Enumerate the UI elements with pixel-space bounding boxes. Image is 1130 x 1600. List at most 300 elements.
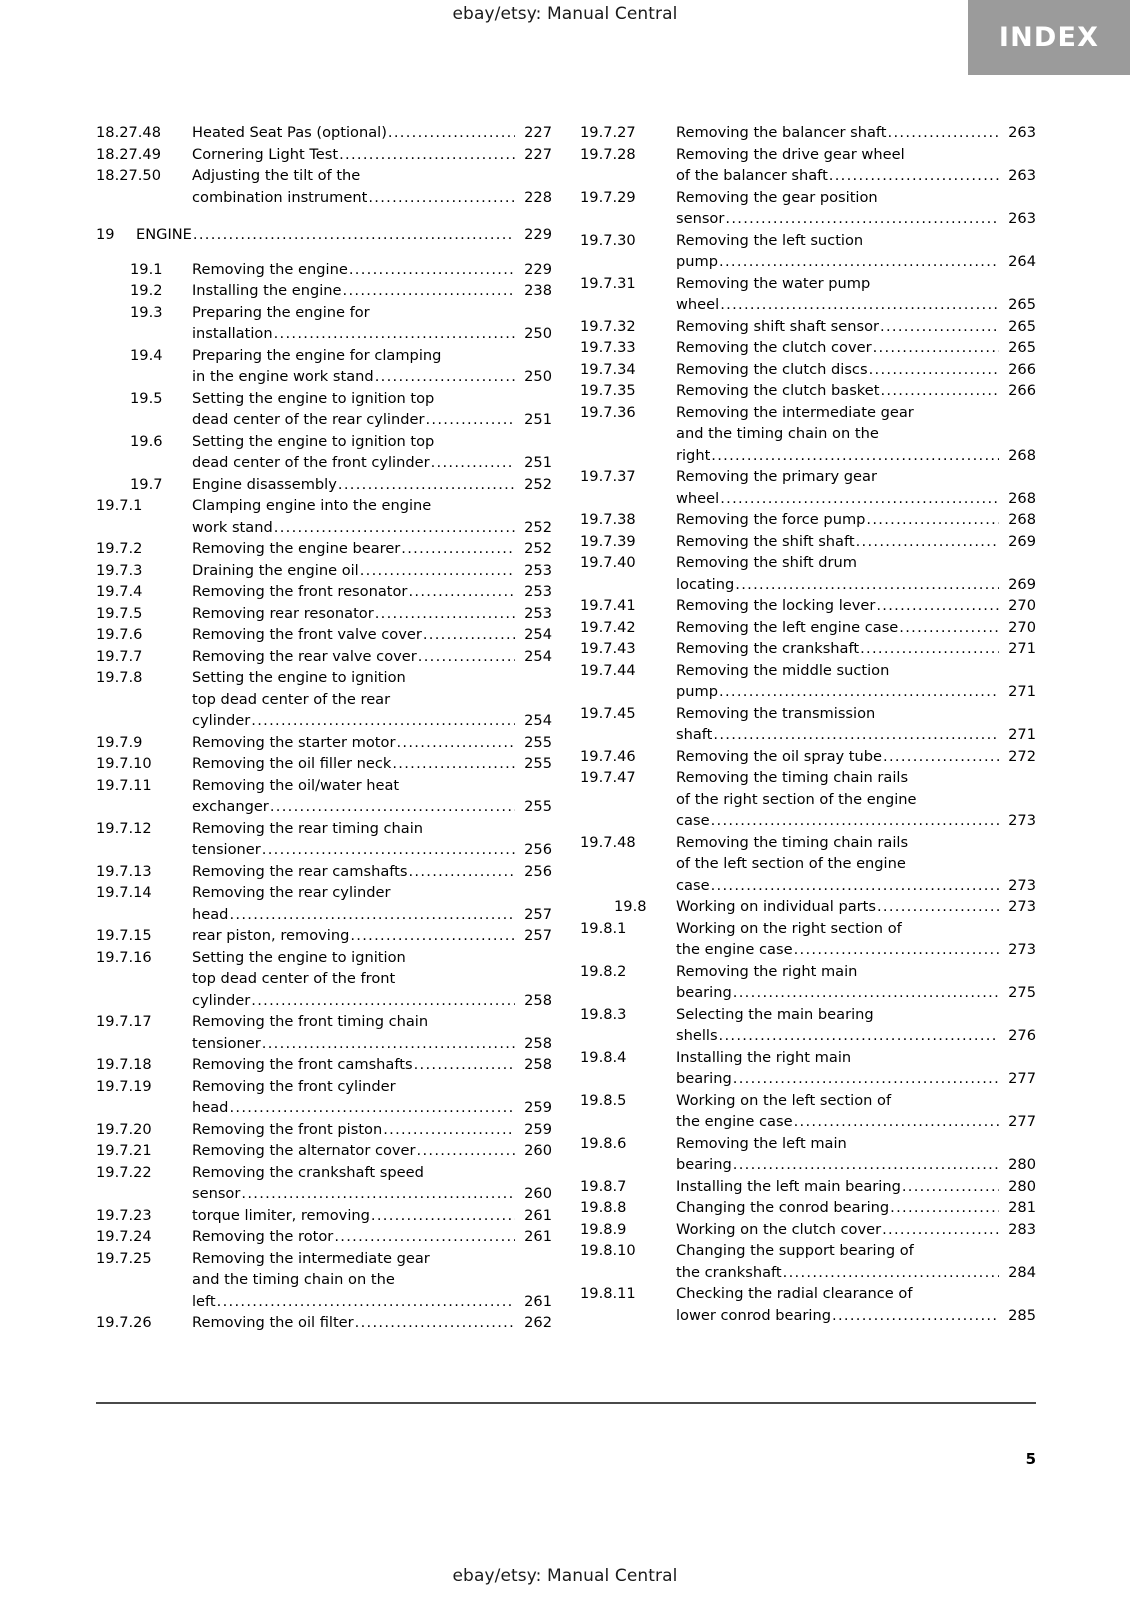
toc-entry-number: 18.27.48 (96, 124, 161, 141)
toc-entry-line (192, 1183, 552, 1205)
toc-entry-line (192, 689, 552, 711)
toc-entry-line (676, 531, 1036, 553)
toc-entry-page: 268 (1008, 511, 1036, 528)
toc-column-right (580, 122, 1036, 1334)
toc-entry-number: 19.7.23 (96, 1206, 152, 1224)
toc-entry-title-block (192, 925, 552, 947)
toc-entry-title-block (192, 495, 552, 538)
toc-entry-number: 19.7.33 (580, 339, 636, 356)
toc-entry[interactable] (96, 925, 552, 947)
toc-entry-title-block (136, 224, 552, 246)
toc-entry-page: 262 (524, 1314, 552, 1331)
toc-entry[interactable] (580, 703, 1036, 746)
toc-entry-title-block (676, 1240, 1036, 1283)
toc-entry-number: 19.7.13 (96, 862, 152, 880)
toc-entry-line (676, 595, 1036, 617)
toc-entry-text: work stand (192, 518, 273, 536)
toc-entry-title-block (192, 603, 552, 625)
toc-entry-page: 259 (524, 1099, 552, 1116)
toc-entry-text: Removing the locking lever (676, 597, 876, 614)
toc-entry-text: Removing the right main (676, 962, 858, 980)
toc-entry-text: shells (676, 1027, 718, 1044)
toc-entry-line (192, 1054, 552, 1076)
toc-entry-text: Removing the rear camshafts (192, 862, 408, 880)
toc-entry-text: Installing the engine (192, 282, 342, 299)
toc-entry-number: 19.7.1 (96, 497, 143, 514)
toc-entry-text: installation (192, 325, 273, 342)
toc-entry[interactable] (580, 1004, 1036, 1047)
toc-leader-dots (251, 710, 515, 732)
toc-entry-line (676, 187, 1036, 209)
toc-entry-page: 280 (1008, 1156, 1036, 1173)
toc-entry[interactable] (580, 660, 1036, 703)
toc-leader-dots (262, 1033, 515, 1055)
toc-entry[interactable] (96, 560, 552, 582)
toc-entry-text: Heated Seat Pas (optional) (192, 124, 387, 141)
toc-entry-title-block (676, 273, 1036, 316)
toc-entry-text: Removing the front piston (192, 1120, 383, 1138)
toc-entry-line (676, 789, 1036, 811)
toc-entry[interactable] (580, 832, 1036, 897)
toc-entry-text: Removing the clutch basket (676, 382, 880, 399)
toc-entry-title-block (676, 595, 1036, 617)
toc-leader-dots (229, 1097, 515, 1119)
toc-entry-page: 258 (524, 991, 552, 1009)
toc-entry-page: 261 (524, 1206, 552, 1224)
toc-entry-title-block (676, 1133, 1036, 1176)
toc-entry-page: 275 (1008, 984, 1036, 1001)
toc-entry-page: 256 (524, 841, 552, 858)
toc-entry-page: 261 (524, 1292, 552, 1310)
toc-entry-number: 19.7.5 (96, 604, 143, 622)
toc-entry[interactable] (580, 1176, 1036, 1198)
toc-entry-page: 265 (1008, 339, 1036, 356)
toc-leader-dots (832, 1305, 999, 1327)
toc-entry-title-block (192, 753, 552, 775)
toc-entry-text: Adjusting the tilt of the (192, 167, 361, 184)
toc-entry[interactable] (96, 495, 552, 538)
toc-entry[interactable] (580, 337, 1036, 359)
toc-entry[interactable] (580, 187, 1036, 230)
toc-entry-title-block (676, 1176, 1036, 1198)
toc-entry-text: Removing the transmission (676, 704, 876, 722)
toc-entry-title-block (676, 746, 1036, 768)
toc-entry-number: 19.7.6 (96, 626, 143, 643)
toc-entry-line (192, 775, 552, 797)
toc-leader-dots (902, 1176, 999, 1198)
toc-entry-number: 19.7.43 (580, 640, 636, 657)
toc-entry-number: 19.7.31 (580, 274, 636, 292)
toc-leader-dots (720, 488, 999, 510)
toc-entry-number: 19.7.45 (580, 704, 636, 722)
toc-leader-dots (339, 144, 515, 166)
toc-leader-dots (880, 316, 999, 338)
toc-entry-line (192, 753, 552, 775)
toc-entry-title-block (192, 732, 552, 754)
toc-entry-line (192, 1119, 552, 1141)
toc-leader-dots (711, 810, 999, 832)
toc-entry-line (676, 875, 1036, 897)
toc-entry-text: sensor (192, 1185, 241, 1202)
toc-entry-title-block (192, 1248, 552, 1313)
toc-entry-line (192, 603, 552, 625)
toc-entry-line (676, 316, 1036, 338)
toc-entry-number: 19.7.34 (580, 360, 636, 378)
toc-entry-text: tensioner (192, 1034, 261, 1052)
toc-leader-dots (431, 452, 515, 474)
toc-entry[interactable] (96, 882, 552, 925)
footer-rule (96, 1402, 1036, 1404)
toc-leader-dots (423, 624, 515, 646)
toc-entry-title-block (192, 1011, 552, 1054)
toc-entry-page: 257 (524, 927, 552, 944)
toc-entry[interactable] (580, 1090, 1036, 1133)
toc-entry[interactable] (580, 1197, 1036, 1219)
toc-entry-text: Removing shift shaft sensor (676, 317, 880, 335)
toc-entry-number: 19.7.8 (96, 669, 143, 686)
toc-entry[interactable] (96, 646, 552, 668)
toc-leader-dots (241, 1183, 515, 1205)
toc-entry[interactable] (580, 359, 1036, 381)
toc-entry[interactable] (96, 280, 552, 302)
toc-leader-dots (733, 1154, 999, 1176)
toc-entry-line (192, 968, 552, 990)
toc-entry-number: 19.6 (130, 432, 163, 450)
toc-entry-text: case (676, 812, 710, 829)
toc-leader-dots (408, 581, 515, 603)
toc-entry-page: 250 (524, 325, 552, 342)
toc-entry-text: pump (676, 683, 718, 700)
toc-entry[interactable] (96, 224, 552, 246)
toc-entry-line (192, 947, 552, 969)
toc-entry[interactable] (96, 474, 552, 496)
toc-leader-dots (880, 380, 999, 402)
toc-entry-text: dead center of the rear cylinder (192, 411, 425, 428)
toc-entry[interactable] (96, 122, 552, 144)
toc-entry-page: 227 (524, 124, 552, 141)
toc-entry-line (192, 882, 552, 904)
toc-entry[interactable] (96, 1140, 552, 1162)
toc-entry[interactable] (96, 1205, 552, 1227)
toc-entry-page: 283 (1008, 1220, 1036, 1238)
toc-entry-line (192, 861, 552, 883)
toc-entry[interactable] (96, 753, 552, 775)
toc-entry-text: Preparing the engine for clamping (192, 346, 442, 364)
toc-entry-line (192, 409, 552, 431)
toc-entry[interactable] (96, 667, 552, 732)
toc-leader-dots (735, 574, 999, 596)
toc-entry-text: Removing the rear cylinder (192, 884, 391, 901)
toc-entry-title-block (192, 1162, 552, 1205)
toc-entry-number: 19.7.37 (580, 468, 636, 485)
toc-entry-line (192, 517, 552, 539)
toc-entry[interactable] (96, 165, 552, 208)
toc-entry-page: 258 (524, 1034, 552, 1052)
toc-leader-dots (882, 1219, 999, 1241)
toc-entry[interactable] (580, 1283, 1036, 1326)
toc-entry[interactable] (580, 1047, 1036, 1090)
toc-entry-title-block (676, 832, 1036, 897)
toc-entry[interactable] (96, 1076, 552, 1119)
toc-entry-title-block (676, 703, 1036, 746)
toc-entry-page: 265 (1008, 317, 1036, 335)
toc-leader-dots (375, 366, 515, 388)
toc-entry-text: in the engine work stand (192, 368, 374, 385)
toc-entry-text: Removing the crankshaft (676, 640, 860, 657)
toc-entry[interactable] (580, 767, 1036, 832)
toc-entry-line (192, 732, 552, 754)
toc-entry-text: Removing the front timing chain (192, 1013, 429, 1030)
toc-entry-page: 253 (524, 604, 552, 622)
toc-entry-title-block (676, 337, 1036, 359)
toc-entry-text: Preparing the engine for (192, 303, 370, 321)
toc-entry[interactable] (580, 1240, 1036, 1283)
toc-entry-text: Removing the left suction (676, 231, 864, 249)
toc-entry[interactable] (580, 617, 1036, 639)
toc-entry-line (192, 1269, 552, 1291)
toc-entry-line (676, 402, 1036, 424)
toc-entry[interactable] (580, 918, 1036, 961)
toc-entry[interactable] (96, 144, 552, 166)
toc-entry-page: 273 (1008, 898, 1036, 915)
toc-entry[interactable] (96, 345, 552, 388)
toc-entry-title-block (192, 624, 552, 646)
toc-entry-number: 19.7.15 (96, 927, 152, 944)
toc-entry-page: 266 (1008, 382, 1036, 399)
toc-leader-dots (890, 1197, 999, 1219)
toc-entry-page: 268 (1008, 489, 1036, 507)
toc-entry-text: case (676, 876, 710, 894)
toc-entry-page: 229 (524, 226, 552, 243)
toc-entry[interactable] (580, 316, 1036, 338)
toc-leader-dots (866, 509, 999, 531)
toc-entry-page: 253 (524, 583, 552, 600)
toc-entry[interactable] (580, 380, 1036, 402)
toc-entry-number: 19.7.28 (580, 145, 636, 163)
toc-entry[interactable] (96, 1119, 552, 1141)
toc-entry-line (676, 488, 1036, 510)
toc-entry[interactable] (580, 122, 1036, 144)
toc-entry-number: 19.1 (130, 260, 163, 278)
toc-entry-line (676, 359, 1036, 381)
toc-leader-dots (392, 753, 515, 775)
toc-entry-number: 19.7.3 (96, 561, 143, 579)
toc-entry-line (676, 810, 1036, 832)
index-tab (968, 0, 1130, 75)
toc-entry[interactable] (96, 818, 552, 861)
toc-entry-page: 271 (1008, 726, 1036, 743)
toc-entry[interactable] (96, 538, 552, 560)
toc-entry-line (192, 646, 552, 668)
toc-entry-number: 19.7.17 (96, 1013, 152, 1030)
toc-leader-dots (334, 1226, 515, 1248)
toc-entry[interactable] (96, 1248, 552, 1313)
toc-entry-line (676, 144, 1036, 166)
toc-entry-title-block (676, 509, 1036, 531)
toc-entry[interactable] (96, 1011, 552, 1054)
toc-entry-number: 19.7.12 (96, 819, 152, 837)
toc-entry[interactable] (580, 531, 1036, 553)
toc-entry-title-block (192, 646, 552, 668)
toc-entry[interactable] (580, 144, 1036, 187)
toc-leader-dots (783, 1262, 999, 1284)
toc-entry[interactable] (96, 947, 552, 1012)
toc-entry[interactable] (96, 259, 552, 281)
toc-entry-line (192, 904, 552, 926)
toc-entry-line (676, 853, 1036, 875)
toc-entry-title-block (676, 767, 1036, 832)
toc-entry-number: 19.7.11 (96, 776, 152, 794)
toc-entry-title-block (192, 818, 552, 861)
toc-leader-dots (425, 409, 515, 431)
toc-entry-title-block (676, 1283, 1036, 1326)
toc-entry[interactable] (580, 552, 1036, 595)
toc-entry-line (192, 925, 552, 947)
toc-entry-text: wheel (676, 296, 720, 313)
toc-entry[interactable] (96, 388, 552, 431)
toc-entry-line (192, 165, 552, 187)
toc-leader-dots (414, 1054, 515, 1076)
toc-entry[interactable] (96, 1312, 552, 1334)
toc-leader-dots (350, 925, 515, 947)
toc-entry[interactable] (96, 775, 552, 818)
toc-entry-line (676, 767, 1036, 789)
toc-entry-text: Installing the left main bearing (676, 1177, 901, 1195)
toc-entry-number: 19.8.5 (580, 1091, 627, 1109)
toc-entry-number: 19.7.18 (96, 1056, 152, 1073)
toc-entry-text: Removing the force pump (676, 511, 866, 528)
toc-entry-text: Selecting the main bearing (676, 1005, 874, 1023)
toc-entry-title-block (192, 1205, 552, 1227)
toc-entry-title-block (192, 1076, 552, 1119)
toc-entry-number: 19 (96, 226, 115, 243)
toc-entry-page: 268 (1008, 446, 1036, 464)
toc-entry-text: Removing the shift drum (676, 554, 857, 571)
toc-leader-dots (371, 1205, 515, 1227)
toc-entry-text: top dead center of the rear (192, 690, 391, 708)
toc-entry-text: Removing the water pump (676, 274, 871, 292)
toc-entry-text: Removing the front resonator (192, 583, 408, 600)
toc-entry[interactable] (580, 230, 1036, 273)
toc-entry-line (192, 280, 552, 302)
toc-entry-number: 19.7.42 (580, 618, 636, 636)
toc-leader-dots (711, 445, 999, 467)
toc-leader-dots (355, 1312, 515, 1334)
toc-entry-line (192, 366, 552, 388)
toc-entry-line (676, 552, 1036, 574)
toc-entry[interactable] (96, 431, 552, 474)
toc-entry-page: 260 (524, 1185, 552, 1202)
toc-entry-line (676, 832, 1036, 854)
toc-entry-text: Removing the intermediate gear (676, 403, 914, 421)
toc-entry[interactable] (96, 1162, 552, 1205)
toc-entry[interactable] (580, 402, 1036, 467)
toc-entry-number: 19.7.4 (96, 583, 143, 600)
toc-entry[interactable] (580, 746, 1036, 768)
toc-entry[interactable] (580, 638, 1036, 660)
toc-entry-line (676, 273, 1036, 295)
toc-entry[interactable] (96, 624, 552, 646)
toc-entry-page: 264 (1008, 253, 1036, 270)
toc-entry-number: 19.8.4 (580, 1048, 627, 1066)
toc-entry[interactable] (96, 603, 552, 625)
toc-entry-title-block (192, 280, 552, 302)
toc-entry-line (676, 746, 1036, 768)
toc-entry[interactable] (580, 1219, 1036, 1241)
toc-entry-line (676, 982, 1036, 1004)
toc-entry-title-block (676, 1047, 1036, 1090)
toc-entry-text: lower conrod bearing (676, 1306, 832, 1324)
toc-entry[interactable] (580, 509, 1036, 531)
toc-entry-page: 272 (1008, 747, 1036, 765)
toc-entry[interactable] (96, 1226, 552, 1248)
toc-entry-text: of the right section of the engine (676, 790, 917, 808)
toc-entry-number: 19.7.29 (580, 188, 636, 206)
toc-entry[interactable] (580, 466, 1036, 509)
toc-entry-page: 273 (1008, 812, 1036, 829)
toc-leader-dots (733, 1068, 999, 1090)
toc-entry-text: ENGINE (136, 226, 192, 243)
toc-entry-title-block (676, 896, 1036, 918)
toc-entry-page: 273 (1008, 941, 1036, 958)
toc-entry-text: Cornering Light Test (192, 145, 339, 163)
toc-entry-text: Setting the engine to ignition (192, 669, 406, 686)
toc-entry[interactable] (580, 1133, 1036, 1176)
toc-entry-line (192, 1076, 552, 1098)
toc-entry-line (676, 939, 1036, 961)
toc-entry-text: Removing the engine (192, 260, 348, 278)
toc-leader-dots (262, 839, 515, 861)
toc-leader-dots (876, 595, 999, 617)
toc-entry[interactable] (96, 581, 552, 603)
toc-entry-line (192, 1162, 552, 1184)
toc-entry-line (192, 452, 552, 474)
toc-entry-line (192, 1011, 552, 1033)
toc-entry-line (192, 624, 552, 646)
toc-entry-page: 273 (1008, 876, 1036, 894)
toc-entry[interactable] (580, 896, 1036, 918)
toc-entry[interactable] (580, 961, 1036, 1004)
toc-entry-number: 19.7.38 (580, 511, 636, 528)
toc-entry-line (676, 423, 1036, 445)
toc-entry-text: Changing the support bearing of (676, 1242, 914, 1259)
toc-entry-title-block (676, 144, 1036, 187)
toc-entry-number: 19.5 (130, 389, 163, 407)
toc-entry-text: Removing the left main (676, 1134, 847, 1152)
toc-entry[interactable] (96, 732, 552, 754)
toc-entry-text: right (676, 446, 711, 464)
toc-entry[interactable] (580, 273, 1036, 316)
toc-entry-title-block (676, 1090, 1036, 1133)
toc-leader-dots (251, 990, 515, 1012)
toc-entry-text: and the timing chain on the (192, 1271, 395, 1288)
toc-entry-text: Working on the left section of (676, 1091, 892, 1109)
toc-leader-dots (274, 323, 515, 345)
toc-entry-line (676, 1154, 1036, 1176)
toc-entry-number: 19.7.10 (96, 755, 152, 772)
toc-leader-dots (383, 1119, 515, 1141)
toc-entry[interactable] (96, 1054, 552, 1076)
toc-entry-line (192, 259, 552, 281)
toc-entry-number: 19.4 (130, 346, 163, 364)
toc-entry[interactable] (96, 302, 552, 345)
toc-entry-line (676, 660, 1036, 682)
toc-entry[interactable] (96, 861, 552, 883)
toc-entry-text: Removing the rear valve cover (192, 647, 417, 665)
toc-entry-page: 252 (524, 475, 552, 493)
toc-entry-page: 252 (524, 518, 552, 536)
toc-entry[interactable] (580, 595, 1036, 617)
